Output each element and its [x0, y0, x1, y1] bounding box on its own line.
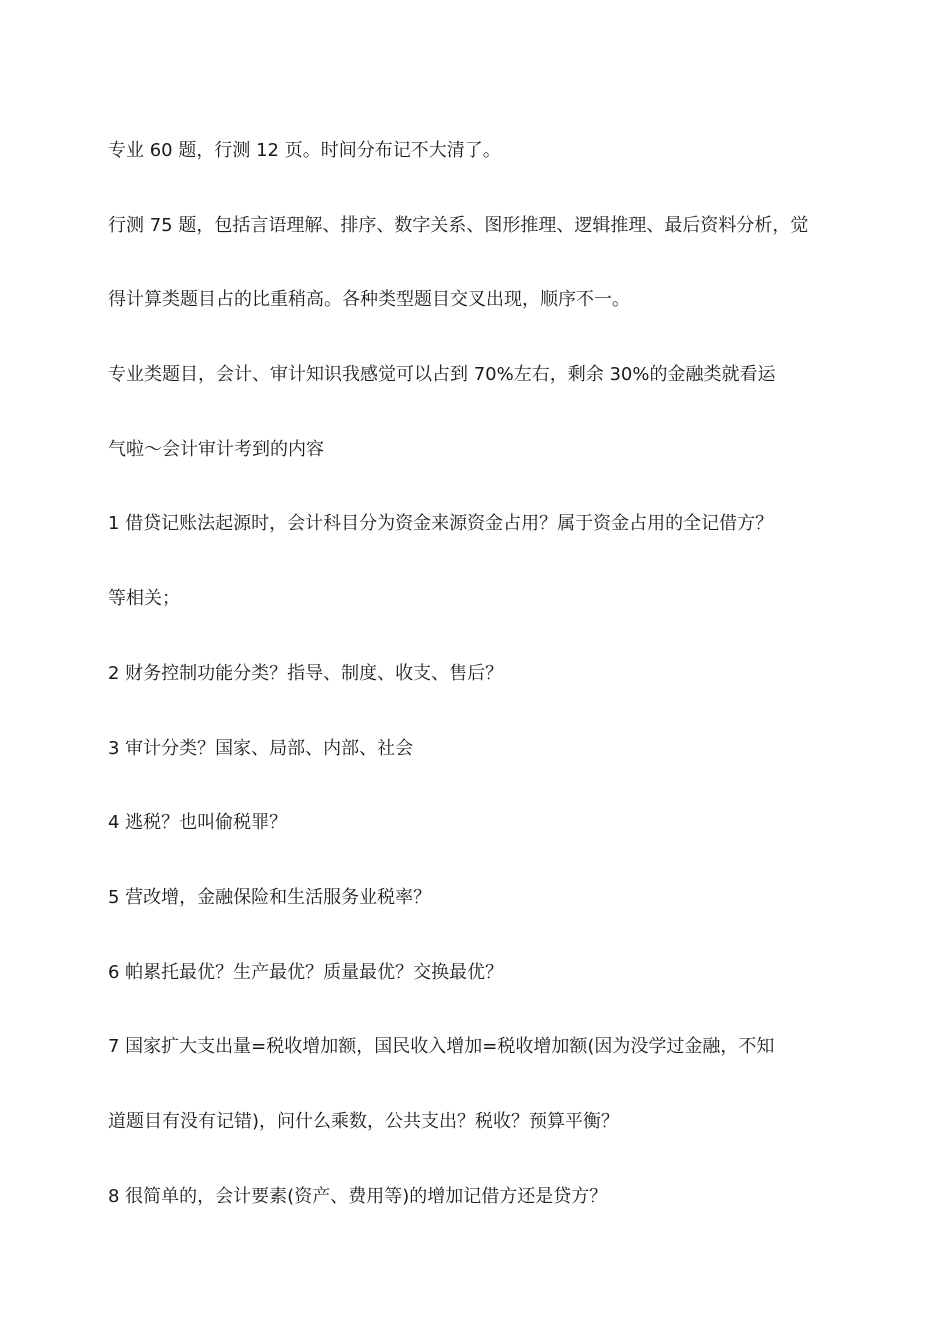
- text-line: 专业 60 题，行测 12 页。时间分布记不大清了。: [108, 140, 501, 161]
- text-line: 4 逃税？也叫偷税罪？: [108, 812, 288, 834]
- text-line: 8 很简单的，会计要素(资产、费用等)的增加记借方还是贷方？: [108, 1185, 608, 1207]
- document-body: [108, 136, 820, 1256]
- text-line: 1 借贷记账法起源时，会计科目分为资金来源资金占用？属于资金占用的全记借方？: [108, 513, 774, 535]
- text-line: 行测 75 题，包括言语理解、排序、数字关系、图形推理、逻辑推理、最后资料分析，觉: [108, 214, 809, 236]
- text-line: 5 营改增，金融保险和生活服务业税率？: [108, 886, 432, 908]
- text-line: 得计算类题目占的比重稍高。各种类型题目交叉出现，顺序不一。: [108, 289, 630, 311]
- text-line: 专业类题目，会计、审计知识我感觉可以占到 70%左右，剩余 30%的金融类就看运: [108, 364, 776, 386]
- text-line: 道题目有没有记错)，问什么乘数，公共支出？税收？预算平衡？: [108, 1110, 620, 1132]
- text-line: 气啦～会计审计考到的内容: [108, 438, 324, 460]
- text-line: 3 审计分类？国家、局部、内部、社会: [108, 737, 414, 759]
- text-line: 2 财务控制功能分类？指导、制度、收支、售后？: [108, 662, 504, 684]
- text-line: 等相关；: [108, 588, 180, 610]
- text-line: 6 帕累托最优？生产最优？质量最优？交换最优？: [108, 961, 504, 983]
- text-line: 7 国家扩大支出量=税收增加额，国民收入增加=税收增加额(因为没学过金融，不知: [108, 1036, 775, 1058]
